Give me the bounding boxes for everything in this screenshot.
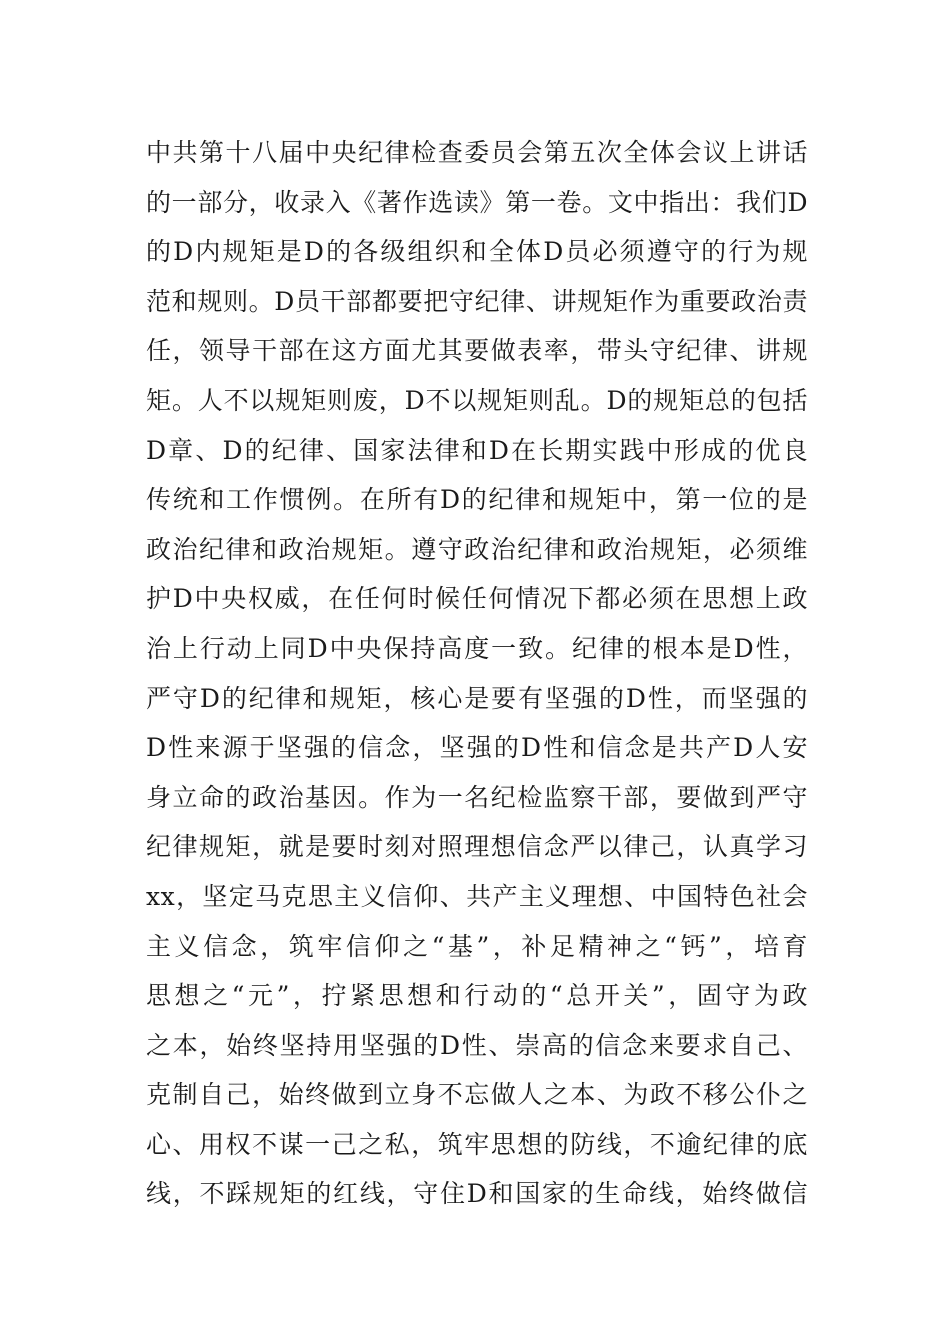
text-line: 治上行动上同D中央保持高度一致。纪律的根本是D性，	[146, 633, 808, 663]
text-line: 严守D的纪律和规矩，核心是要有坚强的D性，而坚强的	[146, 683, 808, 713]
text-line: 政治纪律和政治规矩。遵守政治纪律和政治规矩，必须维	[146, 534, 808, 564]
text-line: 的D内规矩是D的各级组织和全体D员必须遵守的行为规	[146, 237, 808, 267]
text-line: 的一部分，收录入《著作选读》第一卷。文中指出：我们D	[146, 187, 808, 217]
text-line: D性来源于坚强的信念，坚强的D性和信念是共产D人安	[146, 733, 808, 763]
text-line: 纪律规矩，就是要时刻对照理想信念严以律己，认真学习	[146, 832, 808, 862]
text-line: 任，领导干部在这方面尤其要做表率，带头守纪律、讲规	[146, 336, 808, 366]
text-line: 主义信念，筑牢信仰之“基”，补足精神之“钙”，培育	[146, 931, 808, 961]
text-line: 身立命的政治基因。作为一名纪检监察干部，要做到严守	[146, 782, 808, 812]
text-line: 范和规则。D员干部都要把守纪律、讲规矩作为重要政治责	[146, 286, 808, 316]
text-line: 传统和工作惯例。在所有D的纪律和规矩中，第一位的是	[146, 485, 808, 515]
text-line: 矩。人不以规矩则废，D不以规矩则乱。D的规矩总的包括	[146, 385, 808, 415]
text-line: 思想之“元”，拧紧思想和行动的“总开关”，固守为政	[146, 981, 808, 1011]
text-line: D章、D的纪律、国家法律和D在长期实践中形成的优良	[146, 435, 808, 465]
text-line: 线，不踩规矩的红线，守住D和国家的生命线，始终做信	[146, 1179, 808, 1209]
text-line: 中共第十八届中央纪律检查委员会第五次全体会议上讲话	[146, 138, 808, 167]
text-line: 心、用权不谋一己之私，筑牢思想的防线，不逾纪律的底	[146, 1129, 808, 1159]
document-body	[146, 128, 808, 1219]
text-line: 克制自己，始终做到立身不忘做人之本、为政不移公仆之	[146, 1080, 808, 1110]
text-line: 之本，始终坚持用坚强的D性、崇高的信念来要求自己、	[146, 1030, 808, 1060]
text-line: 护D中央权威，在任何时候任何情况下都必须在思想上政	[146, 584, 808, 614]
text-line: xx，坚定马克思主义信仰、共产主义理想、中国特色社会	[146, 881, 808, 911]
